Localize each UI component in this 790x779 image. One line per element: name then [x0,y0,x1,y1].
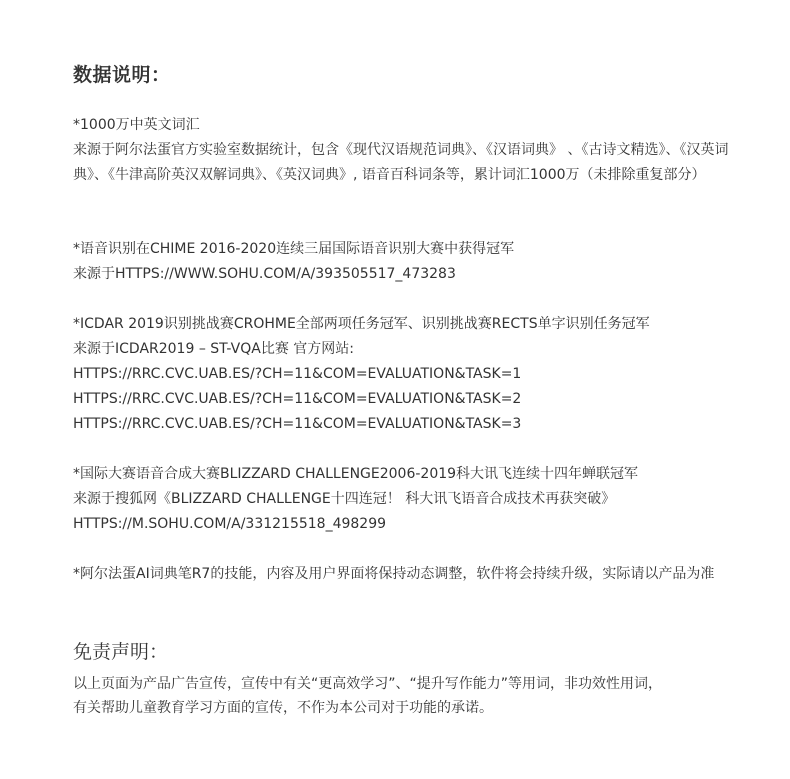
note-product-disclaimer [73,562,763,587]
note-heading: *ICDAR 2019识别挑战赛CROHME全部两项任务冠军、识别挑战赛RECTS单字识别任务冠军 [73,316,650,332]
disclaimer-line: 有关帮助儿童教育学习方面的宣传，不作为本公司对于功能的承诺。 [73,700,493,716]
note-link: HTTPS://RRC.CVC.UAB.ES/?CH=11&COM=EVALUATION&TASK=1 [73,366,522,382]
note-vocabulary [73,113,763,188]
note-heading: *语音识别在CHIME 2016-2020连续三届国际语音识别大赛中获得冠军 [73,241,515,257]
note-heading: *1000万中英文词汇 [73,117,200,133]
note-source: 来源于ICDAR2019 – ST-VQA比赛 官方网站: [73,341,354,357]
disclaimer-line: 以上页面为产品广告宣传，宣传中有关“更高效学习”、“提升写作能力”等用词，非功效性用词， [73,676,663,692]
note-icdar [73,312,763,437]
disclaimer-title: 免责声明： [73,641,169,663]
note-link: HTTPS://RRC.CVC.UAB.ES/?CH=11&COM=EVALUATION&TASK=2 [73,391,522,407]
note-heading: *阿尔法蛋AI词典笔R7的技能，内容及用户界面将保持动态调整，软件将会持续升级，实际请以产品为准 [73,566,715,582]
data-section-title: 数据说明： [73,64,171,86]
note-link: HTTPS://RRC.CVC.UAB.ES/?CH=11&COM=EVALUATION&TASK=3 [73,416,522,432]
note-source: 来源于搜狐网《BLIZZARD CHALLENGE十四连冠！ 科大讯飞语音合成技术再获突破》 [73,491,616,507]
note-source: 来源于HTTPS://WWW.SOHU.COM/A/393505517_473283 [73,266,456,282]
note-speech-recognition [73,237,763,287]
disclaimer-body [73,672,763,720]
note-source: 来源于阿尔法蛋官方实验室数据统计，包含《现代汉语规范词典》、《汉语词典》 、《古诗文精选》、《汉英词典》、《牛津高阶英汉双解词典》、《英汉词典》, 语音百科词条等，累计词汇1000万（未排除重复部分） [73,142,729,183]
note-blizzard [73,462,763,537]
note-heading: *国际大赛语音合成大赛BLIZZARD CHALLENGE2006-2019科大讯飞连续十四年蝉联冠军 [73,466,639,482]
note-link: HTTPS://M.SOHU.COM/A/331215518_498299 [73,516,387,532]
